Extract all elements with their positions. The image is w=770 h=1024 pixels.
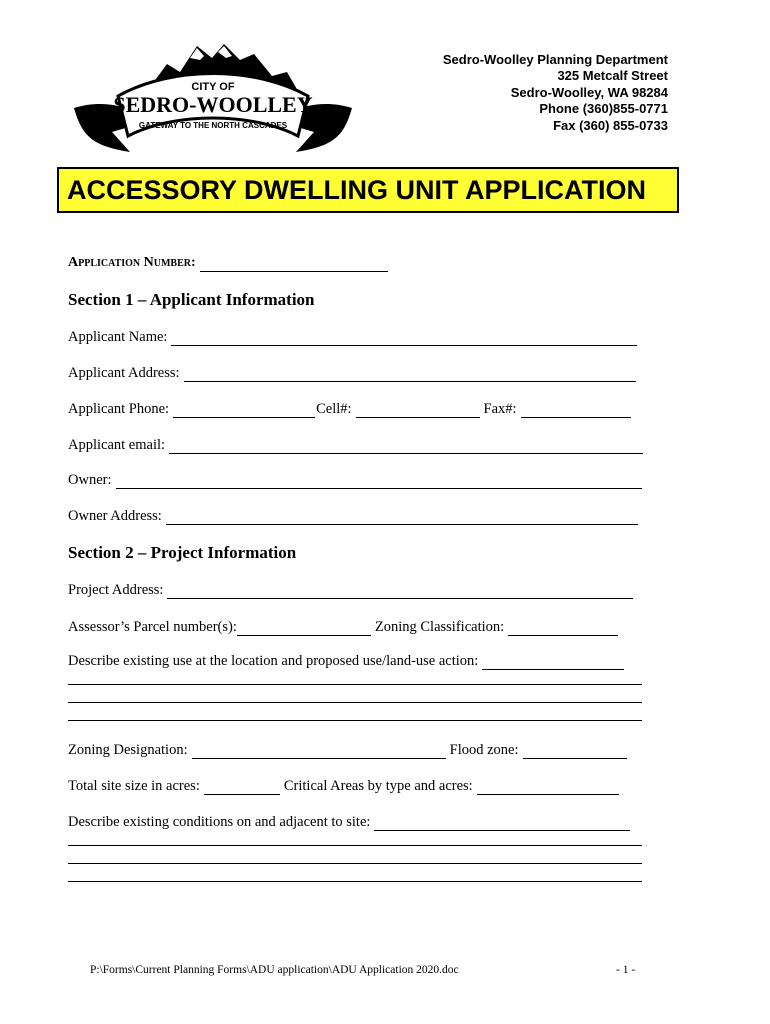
cell-field[interactable] [356,403,480,418]
critical-areas-label: Critical Areas by type and acres: [283,778,473,794]
describe-conditions-label: Describe existing conditions on and adjacent to site: [68,814,371,830]
describe-conditions-line-3[interactable] [68,863,642,864]
application-number-row [68,254,388,272]
zoning-designation-label: Zoning Designation: [68,742,188,758]
fax-number: Fax (360) 855-0733 [553,117,668,133]
owner-label: Owner: [68,472,112,488]
project-address-field[interactable] [167,584,633,599]
owner-address-label: Owner Address: [68,508,162,524]
applicant-name-label: Applicant Name: [68,329,168,345]
department-name: Sedro-Woolley Planning Department [442,52,668,67]
flood-zone-field[interactable] [523,744,627,759]
parcel-number-field[interactable] [237,621,371,636]
application-number-label: Application Number: [68,255,196,270]
describe-use-line-3[interactable] [68,702,642,703]
section-2-heading: Section 2 – Project Information [68,543,297,562]
zoning-classification-label: Zoning Classification: [374,619,505,635]
describe-conditions-line-4[interactable] [68,881,642,882]
applicant-email-label: Applicant email: [68,437,166,453]
phone-number: Phone (360)855-0771 [539,101,668,117]
fax-field[interactable] [521,403,631,418]
zoning-designation-field[interactable] [192,744,446,759]
footer-file-path: P:\Forms\Current Planning Forms\ADU application\ADU Application 2020.doc [90,964,459,976]
fax-label: Fax#: [483,401,517,417]
describe-use-label: Describe existing use at the location and proposed use/land-use action: [68,653,479,669]
owner-address-field[interactable] [166,510,638,525]
applicant-phone-label: Applicant Phone: [68,401,170,417]
describe-use-line-2[interactable] [68,684,642,685]
applicant-address-field[interactable] [184,367,636,382]
project-address-label: Project Address: [68,582,164,598]
form-title: ACCESSORY DWELLING UNIT APPLICATION [57,167,679,213]
section-1-heading: Section 1 – Applicant Information [68,290,315,309]
parcel-number-label: Assessor’s Parcel number(s): [68,619,237,635]
describe-conditions-line-2[interactable] [68,845,642,846]
applicant-address-label: Applicant Address: [68,365,180,381]
project-address-row [68,581,633,599]
flood-zone-label: Flood zone: [449,742,519,758]
applicant-name-row [68,328,637,346]
applicant-phone-field[interactable] [173,403,315,418]
describe-use-line-4[interactable] [68,720,642,721]
zoning-classification-field[interactable] [508,621,618,636]
describe-use-row [68,652,624,670]
contact-info [443,52,668,134]
applicant-email-field[interactable] [169,439,643,454]
critical-areas-field[interactable] [477,780,619,795]
city-state-zip: Sedro-Woolley, WA 98284 [510,84,668,100]
street-address: 325 Metcalf Street [557,68,668,84]
describe-conditions-row [68,813,630,831]
logo-tagline: GATEWAY TO THE NORTH CASCADES [138,121,288,130]
logo-city-of: CITY OF [191,81,235,93]
applicant-phone-row [68,400,631,418]
owner-field[interactable] [116,474,642,489]
owner-address-row [68,507,638,525]
application-number-field[interactable] [200,257,388,272]
cell-label: Cell#: [316,401,352,417]
site-size-label: Total site size in acres: [68,778,200,794]
applicant-address-row [68,364,636,382]
footer-page-number: - 1 - [616,964,636,976]
applicant-email-row [68,436,643,454]
logo-sedro-woolley: SEDRO-WOOLLEY [113,92,313,117]
parcel-number-row [68,618,618,636]
describe-conditions-field[interactable] [374,816,630,831]
applicant-name-field[interactable] [171,331,637,346]
zoning-designation-row [68,741,627,759]
owner-row [68,471,642,489]
city-logo [72,36,354,156]
site-size-row [68,777,619,795]
site-size-field[interactable] [204,780,280,795]
describe-use-field[interactable] [482,655,624,670]
